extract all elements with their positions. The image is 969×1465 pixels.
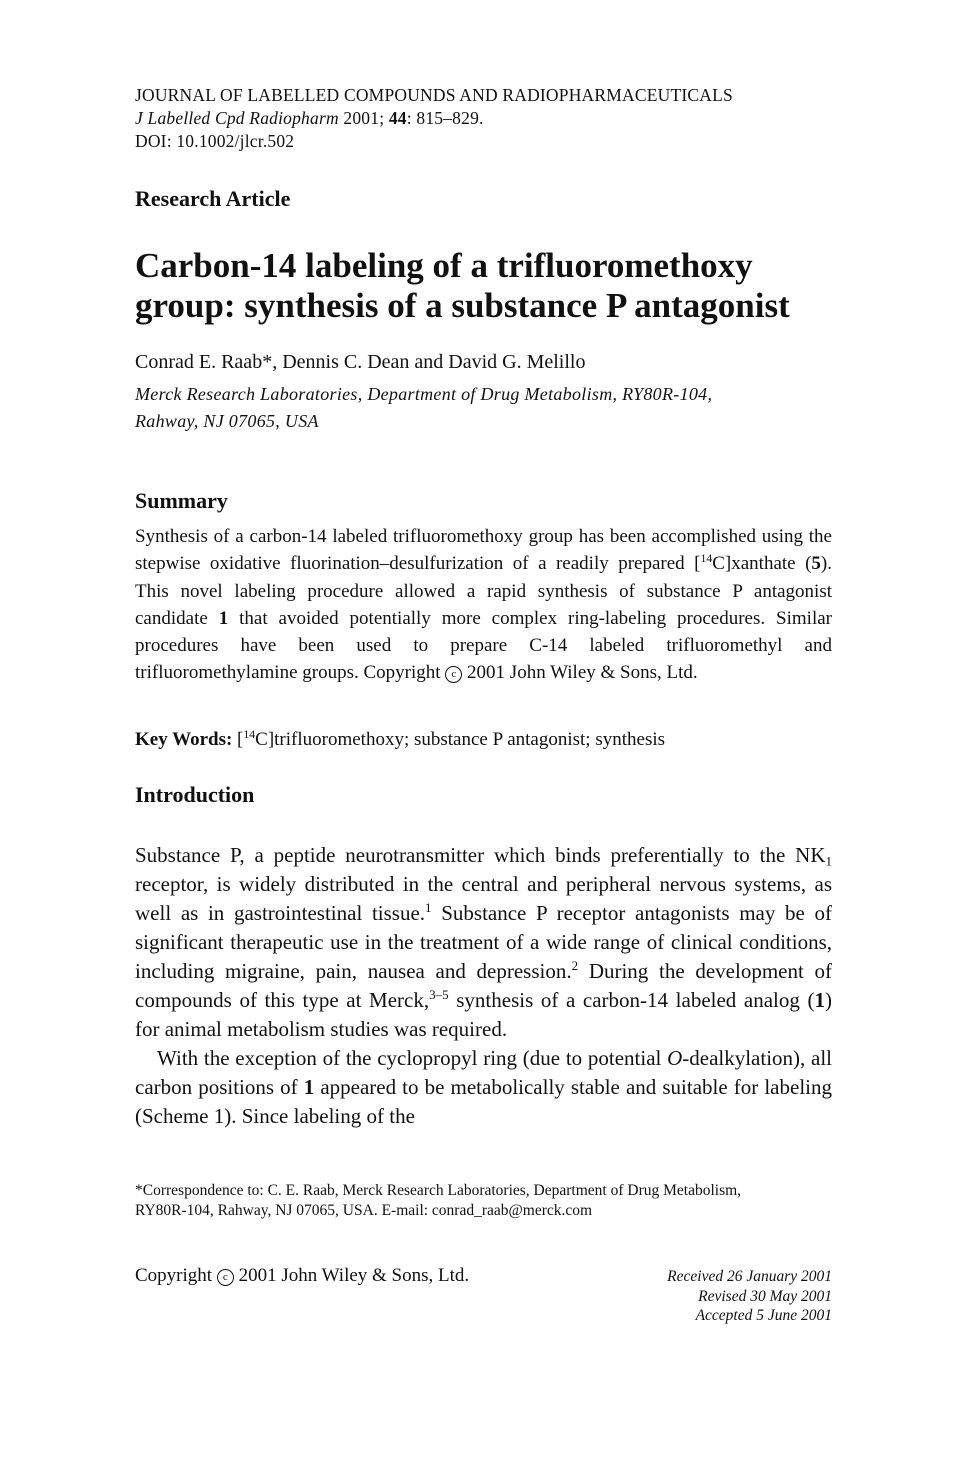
compound-ref-1: 1 [218, 607, 229, 629]
summary-text-5: 2001 John Wiley & Sons, Ltd. [462, 662, 698, 684]
citation-sup: 3–5 [429, 987, 449, 1003]
subscript: 1 [825, 853, 832, 869]
intro-text: Substance P, a peptide neurotransmitter which binds preferentially to the NK [135, 843, 826, 867]
article-dates [667, 1267, 832, 1326]
compound-ref-1: 1 [303, 1075, 315, 1099]
keywords [135, 729, 665, 751]
summary-text-4: that avoided potentially more complex ring-labeling procedures. Similar procedures have been used to prepare C-14 labeled trifluoromethyl and trifluoromethylamine groups. Copyright [135, 607, 832, 684]
summary-sup: 14 [700, 552, 713, 566]
citation-year: 2001; [343, 108, 385, 128]
intro-text: With the exception of the cyclopropyl ring (due to potential [157, 1046, 668, 1070]
footer-copyright-post: 2001 John Wiley & Sons, Ltd. [233, 1265, 470, 1286]
article-title: Carbon-14 labeling of a trifluoromethoxy group: synthesis of a substance P antagonist [135, 246, 790, 325]
introduction-heading: Introduction [135, 782, 255, 807]
citation-pages: : 815–829. [406, 108, 484, 128]
summary-text-3: ). This novel labeling procedure allowed a rapid synthesis of substance P antagonist candidate [135, 553, 832, 629]
summary-paragraph [135, 523, 832, 687]
summary-heading: Summary [135, 488, 228, 513]
intro-text: synthesis of a carbon-14 labeled analog ( [448, 988, 815, 1012]
summary-text-1: Synthesis of a carbon-14 labeled trifluoromethoxy group has been accomplished using the stepwise oxidative fluorination–desulfurization of a readily prepared [ [135, 526, 832, 575]
keywords-text: C]trifluoromethoxy; substance P antagonist; synthesis [255, 729, 666, 750]
accepted-date: Accepted 5 June 2001 [695, 1307, 832, 1324]
journal-name: JOURNAL OF LABELLED COMPOUNDS AND RADIOPHARMACEUTICALS [135, 85, 733, 105]
copyright-icon: c [217, 1269, 234, 1286]
intro-text: appeared to be metabolically stable and suitable for labeling (Scheme 1). Since labeling of the [135, 1075, 832, 1128]
copyright-icon: c [445, 666, 462, 683]
italic-o: O [667, 1046, 683, 1070]
keywords-pre: [ [232, 729, 244, 750]
revised-date: Revised 30 May 2001 [698, 1287, 832, 1305]
intro-paragraph-1 [135, 841, 832, 1044]
affiliation-line-2: Rahway, NJ 07065, USA [135, 411, 319, 431]
citation-abbrev: J Labelled Cpd Radiopharm [135, 108, 339, 128]
intro-text: -dealkylation), all carbon positions of [135, 1046, 832, 1099]
affiliation [135, 381, 835, 435]
citation-sup: 1 [425, 900, 432, 916]
summary-text-2: C]xanthate ( [712, 553, 812, 575]
correspondence-footnote [135, 1181, 832, 1220]
received-date: Received 26 January 2001 [667, 1268, 832, 1285]
keywords-label: Key Words: [135, 729, 233, 750]
footer-copyright [135, 1265, 469, 1287]
compound-ref-5: 5 [811, 553, 821, 575]
footnote-line-1: *Correspondence to: C. E. Raab, Merck Research Laboratories, Department of Drug Metabolism, [135, 1182, 742, 1199]
footer-copyright-pre: Copyright [135, 1265, 217, 1286]
citation-sup: 2 [571, 958, 579, 974]
keywords-sup: 14 [243, 727, 256, 741]
authors: Conrad E. Raab*, Dennis C. Dean and David G. Melillo [135, 351, 586, 373]
intro-text: Substance P receptor antagonists may be of significant therapeutic use in the treatment of a wide range of clinical conditions, including migraine, pain, nausea and depression. [135, 901, 833, 983]
journal-citation [135, 107, 733, 130]
doi: DOI: 10.1002/jlcr.502 [135, 131, 295, 151]
compound-ref-1: 1 [814, 988, 825, 1012]
article-type: Research Article [135, 186, 291, 211]
intro-paragraph-2 [135, 1044, 832, 1131]
affiliation-line-1: Merck Research Laboratories, Department of Drug Metabolism, RY80R-104, [135, 384, 713, 404]
intro-text: During the development of compounds of this type at Merck, [135, 959, 833, 1012]
introduction-body [135, 841, 832, 1131]
journal-header [135, 84, 733, 153]
footnote-line-2: RY80R-104, Rahway, NJ 07065, USA. E-mail: conrad_raab@merck.com [135, 1201, 593, 1219]
citation-volume: 44 [388, 108, 407, 128]
intro-text: receptor, is widely distributed in the central and peripheral nervous systems, as well as in gastrointestinal tissue. [135, 872, 832, 925]
intro-text: ) for animal metabolism studies was required. [135, 988, 832, 1041]
